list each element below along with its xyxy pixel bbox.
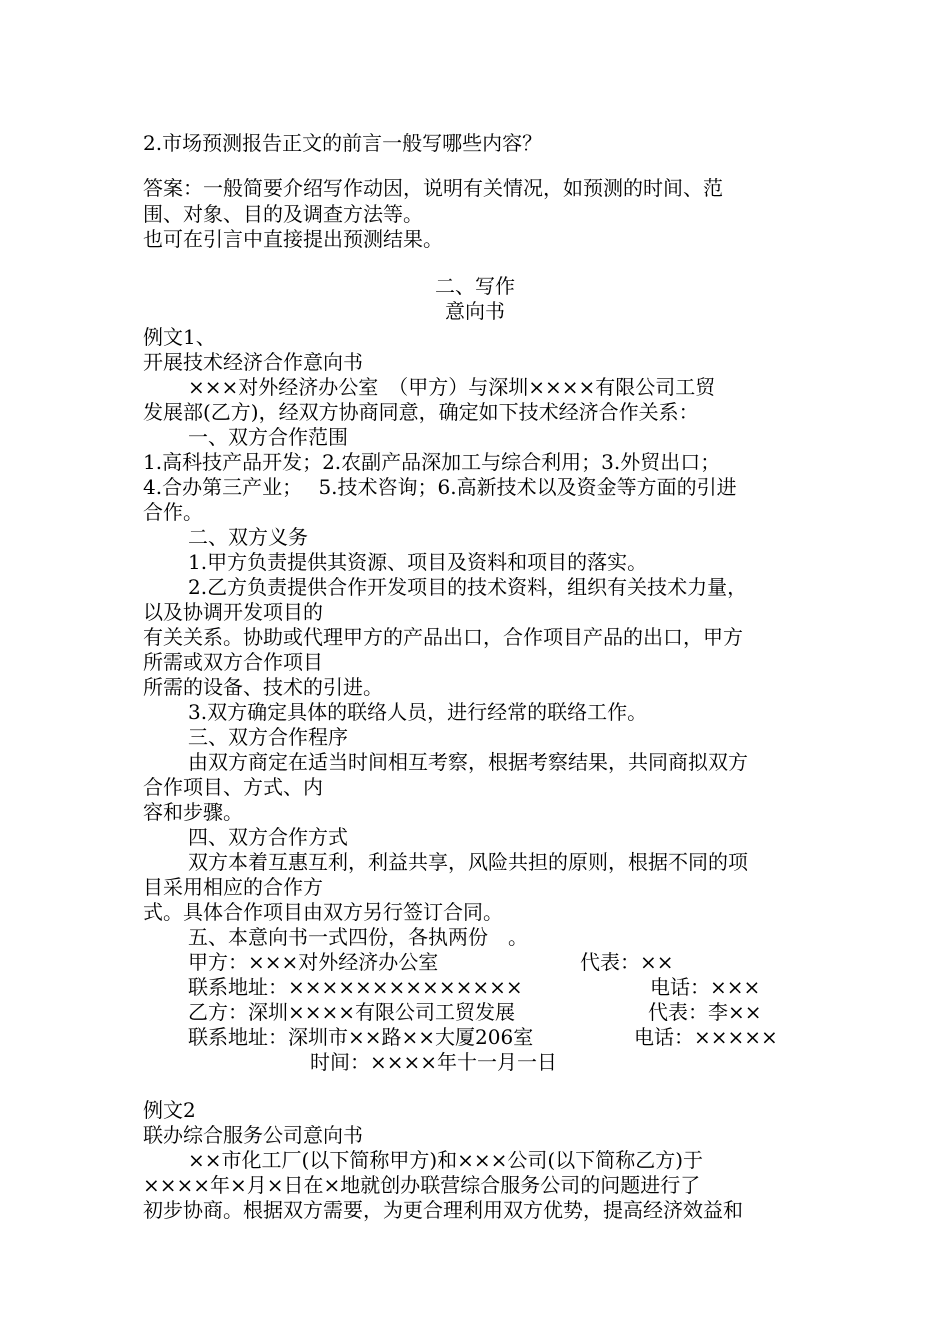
example1-title: 开展技术经济合作意向书 xyxy=(143,350,363,374)
s5-heading: 五、本意向书一式四份，各执两份 。 xyxy=(188,925,528,949)
s2-heading: 二、双方义务 xyxy=(188,525,308,549)
s4-heading: 四、双方合作方式 xyxy=(188,825,348,849)
party-a-phone: 电话：××× xyxy=(650,975,761,999)
example2-title: 联办综合服务公司意向书 xyxy=(143,1123,363,1147)
example1-intro-2: 发展部(乙方)，经双方协商同意，确定如下技术经济合作关系： xyxy=(143,400,699,424)
s2-item-2-line-4: 所需或双方合作项目 xyxy=(143,650,323,674)
example2-line-2: ××××年×月×日在×地就创办联营综合服务公司的问题进行了 xyxy=(143,1173,701,1197)
s4-line-2: 目采用相应的合作方 xyxy=(143,875,323,899)
answer-line-3: 也可在引言中直接提出预测结果。 xyxy=(143,227,443,251)
party-b-rep: 代表：李×× xyxy=(648,1000,762,1024)
example2-line-3: 初步协商。根据双方需要，为更合理利用双方优势，提高经济效益和 xyxy=(143,1198,743,1222)
s4-line-3: 式。具体合作项目由双方另行签订合同。 xyxy=(143,900,503,924)
section-heading: 二、写作 xyxy=(435,274,515,298)
party-b-phone: 电话：××××× xyxy=(634,1025,778,1049)
s3-line-3: 容和步骤。 xyxy=(143,800,243,824)
example2-label: 例文2 xyxy=(143,1098,196,1122)
s2-item-3: 3.双方确定具体的联络人员，进行经常的联络工作。 xyxy=(188,700,648,724)
answer-line-1: 答案：一般简要介绍写作动因，说明有关情况，如预测的时间、范 xyxy=(143,176,723,200)
party-b-address: 联系地址：深圳市××路××大厦206室 xyxy=(188,1025,534,1049)
party-b: 乙方：深圳××××有限公司工贸发展 xyxy=(188,1000,516,1024)
s1-line-3: 合作。 xyxy=(143,500,203,524)
party-a: 甲方：×××对外经济办公室 xyxy=(188,950,439,974)
s3-line-1: 由双方商定在适当时间相互考察，根据考察结果，共同商拟双方 xyxy=(188,750,748,774)
s2-item-2-line-3: 有关关系。协助或代理甲方的产品出口，合作项目产品的出口，甲方 xyxy=(143,625,743,649)
s1-heading: 一、双方合作范围 xyxy=(188,425,348,449)
section-subheading: 意向书 xyxy=(445,299,505,323)
s3-line-2: 合作项目、方式、内 xyxy=(143,775,323,799)
party-a-rep: 代表：×× xyxy=(580,950,674,974)
s1-line-1: 1.高科技产品开发；2.农副产品深加工与综合利用；3.外贸出口； xyxy=(143,450,721,474)
s2-item-2-line-5: 所需的设备、技术的引进。 xyxy=(143,675,383,699)
sign-date: 时间：××××年十一月一日 xyxy=(310,1050,558,1074)
s3-heading: 三、双方合作程序 xyxy=(188,725,348,749)
s2-item-2-line-2: 以及协调开发项目的 xyxy=(143,600,323,624)
party-a-address: 联系地址：×××××××××××××× xyxy=(188,975,523,999)
s2-item-1: 1.甲方负责提供其资源、项目及资料和项目的落实。 xyxy=(188,550,648,574)
example1-label: 例文1、 xyxy=(143,325,216,349)
s4-line-1: 双方本着互惠互利，利益共享，风险共担的原则，根据不同的项 xyxy=(188,850,748,874)
example1-intro-1: ×××对外经济办公室 （甲方）与深圳××××有限公司工贸 xyxy=(188,375,716,399)
s2-item-2-line-1: 2.乙方负责提供合作开发项目的技术资料，组织有关技术力量， xyxy=(188,575,748,599)
example2-line-1: ××市化工厂(以下简称甲方)和×××公司(以下简称乙方)于 xyxy=(188,1148,703,1172)
s1-line-2: 4.合办第三产业； 5.技术咨询；6.高新技术以及资金等方面的引进 xyxy=(143,475,737,499)
question-title: 2.市场预测报告正文的前言一般写哪些内容？ xyxy=(143,131,543,155)
answer-line-2: 围、对象、目的及调查方法等。 xyxy=(143,202,423,226)
